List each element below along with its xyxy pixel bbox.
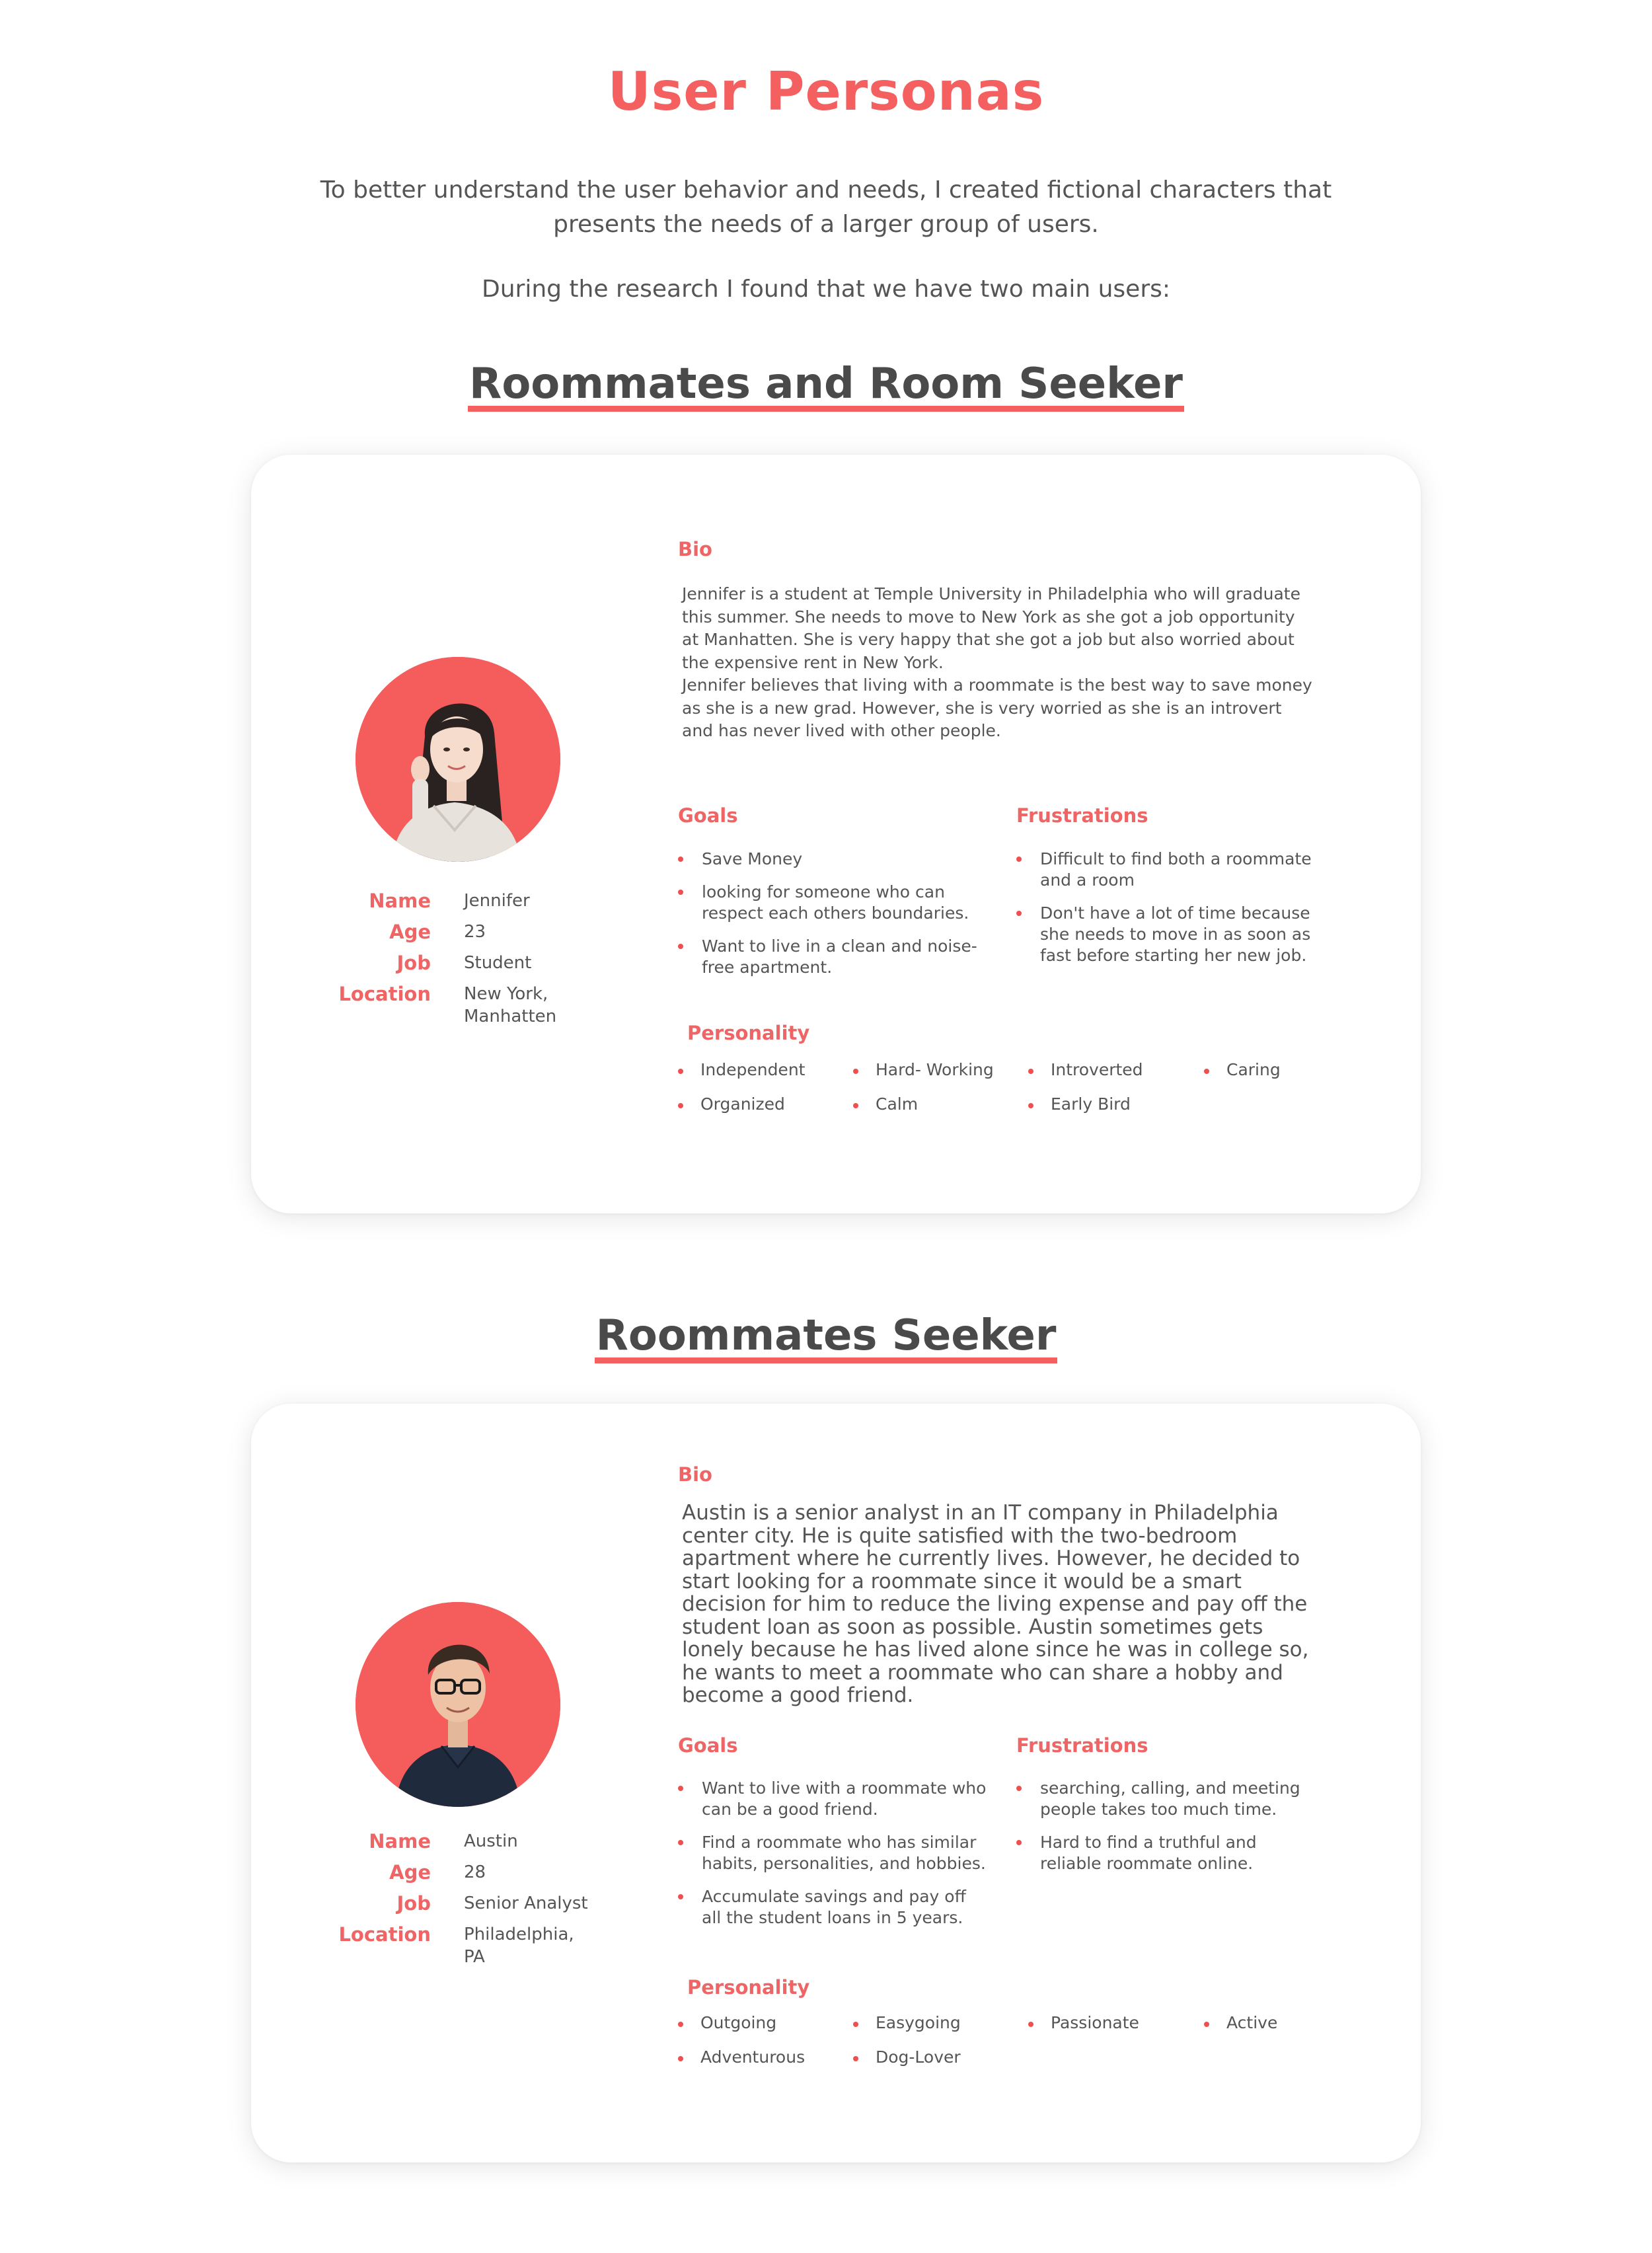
info-row-age <box>251 1861 648 1892</box>
personality-item: Hard- Working <box>853 1060 1025 1079</box>
bullet-icon <box>678 2056 683 2061</box>
bullet-icon <box>853 1103 858 1108</box>
avatar <box>356 657 560 862</box>
info-row-job <box>251 952 648 983</box>
personality-item: Caring <box>1204 1060 1376 1079</box>
personality-item: Early Bird <box>1028 1094 1200 1114</box>
persona-card-jennifer <box>251 455 1421 1213</box>
bullet-icon <box>678 890 683 895</box>
bullet-icon <box>678 2022 683 2027</box>
personality-item: Dog-Lover <box>853 2047 1025 2067</box>
persona-card-austin <box>251 1404 1421 2162</box>
location-label: Location <box>338 1923 431 1946</box>
personality-label: Personality <box>687 1976 810 1999</box>
goal-item: Want to live with a roommate who can be a good friend. <box>678 1778 989 1820</box>
name-value: Austin <box>464 1831 518 1851</box>
info-row-name <box>251 1830 648 1861</box>
bullet-icon <box>1204 1069 1209 1074</box>
goal-item: Save Money <box>678 849 982 870</box>
frustrations-label: Frustrations <box>1016 1734 1148 1757</box>
location-line: Manhatten <box>464 1007 557 1026</box>
bio-text: Jennifer is a student at Temple University in Philadelphia who will graduate this summer. She needs to move to New York as she got a job opportunity at Manhatten. She is very happy that she got a job but also worried about the expensive rent in New York. Jennifer believes that living with a roommate is the best way to save money as she is a new grad. However, she is very worried as she is an introvert and has never lived with other people. <box>682 584 1312 740</box>
location-value <box>464 983 596 1028</box>
frustration-item: searching, calling, and meeting people takes too much time. <box>1016 1778 1320 1820</box>
name-value: Jennifer <box>464 891 530 911</box>
goal-item: Want to live in a clean and noise-free apartment. <box>678 936 982 978</box>
personality-item: Independent <box>678 1060 850 1079</box>
section-heading-roommates-and-room-seeker <box>0 362 1652 412</box>
goal-item: looking for someone who can respect each others boundaries. <box>678 882 982 924</box>
personality-item: Introverted <box>1028 1060 1200 1079</box>
bullet-icon <box>1028 1069 1033 1074</box>
goals-label: Goals <box>678 804 738 827</box>
name-label: Name <box>369 1830 431 1852</box>
bullet-icon <box>1016 1840 1022 1845</box>
info-row-job <box>251 1892 648 1923</box>
bio-label: Bio <box>678 1463 712 1486</box>
persona-photo-jennifer <box>356 657 560 862</box>
persona-photo-austin <box>356 1602 560 1807</box>
age-label: Age <box>389 1861 431 1884</box>
bullet-icon <box>678 1840 683 1845</box>
bullet-icon <box>1028 1103 1033 1108</box>
job-value: Student <box>464 953 532 973</box>
frustration-item: Hard to find a truthful and reliable roommate online. <box>1016 1832 1320 1874</box>
personality-item: Adventurous <box>678 2047 850 2067</box>
bio-text: Austin is a senior analyst in an IT company in Philadelphia center city. He is quite satisfied with the two-bedroom apartment where he currently lives. However, he decided to start looking for a roommate since it would be a smart decision for him to reduce the living expense and pay off the student loan as soon as possible. Austin sometimes gets lonely because he has lived alone since he was in college so, he wants to meet a roommate who can share a hobby and become a good friend. <box>682 1501 1309 1707</box>
avatar <box>356 1602 560 1807</box>
personality-label: Personality <box>687 1022 810 1044</box>
bullet-icon <box>1016 857 1022 862</box>
section-title: Roommates and Room Seeker <box>468 362 1184 412</box>
bullet-icon <box>853 1069 858 1074</box>
bullet-icon <box>678 1069 683 1074</box>
intro-text: To better understand the user behavior and needs, I created fictional characters that presents the needs of a larger group of users. <box>320 176 1332 238</box>
bullet-icon <box>678 1894 683 1899</box>
bullet-icon <box>678 944 683 949</box>
page-title: User Personas <box>607 61 1045 122</box>
bullet-icon <box>853 2056 858 2061</box>
bullet-icon <box>678 1103 683 1108</box>
job-label: Job <box>396 1892 431 1915</box>
age-label: Age <box>389 921 431 943</box>
location-line: New York, <box>464 984 548 1004</box>
location-label: Location <box>338 983 431 1005</box>
frustration-item: Difficult to find both a roommate and a room <box>1016 849 1320 891</box>
goals-list <box>678 849 982 990</box>
location-line: Philadelphia, <box>464 1925 574 1944</box>
personality-item: Active <box>1204 2013 1376 2032</box>
persona-info <box>251 890 648 1026</box>
bullet-icon <box>1016 1786 1022 1791</box>
job-label: Job <box>396 952 431 974</box>
goals-label: Goals <box>678 1734 738 1757</box>
bullet-icon <box>853 2022 858 2027</box>
bullet-icon <box>678 1786 683 1791</box>
age-value: 23 <box>464 922 486 942</box>
goal-item: Find a roommate who has similar habits, personalities, and hobbies. <box>678 1832 989 1874</box>
personality-item: Easygoing <box>853 2013 1025 2032</box>
personality-item: Organized <box>678 1094 850 1114</box>
frustrations-list <box>1016 1778 1320 1886</box>
bio-label: Bio <box>678 538 712 560</box>
location-line: PA <box>464 1947 485 1967</box>
bullet-icon <box>1028 2022 1033 2027</box>
intro-text-secondary: During the research I found that we have two main users: <box>481 276 1171 303</box>
job-value: Senior Analyst <box>464 1893 588 1913</box>
goal-item: Accumulate savings and pay off all the student loans in 5 years. <box>678 1886 989 1928</box>
frustration-item: Don't have a lot of time because she needs to move in as soon as fast before starting her new job. <box>1016 903 1320 966</box>
location-value <box>464 1923 596 1968</box>
frustrations-label: Frustrations <box>1016 804 1148 827</box>
bullet-icon <box>1204 2022 1209 2027</box>
name-label: Name <box>369 890 431 912</box>
bullet-icon <box>1016 911 1022 916</box>
section-title: Roommates Seeker <box>595 1314 1058 1363</box>
info-row-location <box>251 983 648 1026</box>
personality-item: Passionate <box>1028 2013 1200 2032</box>
persona-info <box>251 1830 648 1967</box>
info-row-name <box>251 890 648 921</box>
section-heading-roommates-seeker <box>0 1311 1652 1363</box>
goals-list <box>678 1778 989 1940</box>
frustrations-list <box>1016 849 1320 978</box>
age-value: 28 <box>464 1862 486 1882</box>
personality-item: Calm <box>853 1094 1025 1114</box>
info-row-age <box>251 921 648 952</box>
bullet-icon <box>678 857 683 862</box>
personality-item: Outgoing <box>678 2013 850 2032</box>
info-row-location <box>251 1923 648 1967</box>
